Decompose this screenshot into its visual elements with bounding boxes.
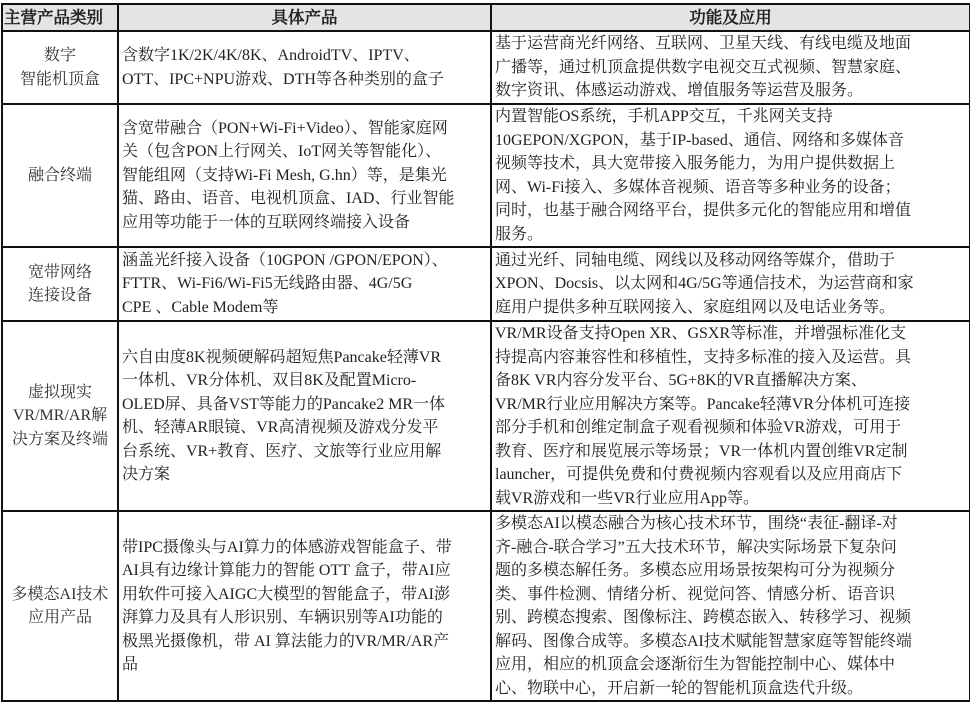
cell-text-line: 湃算力及具有人形识别、车辆识别等AI功能的 xyxy=(122,609,443,626)
cell-text-line: VR/MR/AR解 xyxy=(12,407,108,425)
cell-text-line: 别、跨模态搜索、图像标注、跨模态嵌入、转移学习、视频 xyxy=(495,609,912,626)
cell-text-line: 台系统、VR+教育、医疗、文旅等行业应用解 xyxy=(122,442,442,460)
cell-text-line: launcher，可提供免费和付费视频内容观看以及应用商店下 xyxy=(495,466,903,483)
cell-text-line: 六自由度8K视频硬解码超短焦Pancake轻薄VR xyxy=(122,348,442,366)
cell-text-line: 心、物联中心，开启新一轮的智能机顶盒迭代升级。 xyxy=(495,679,864,697)
product-category-table xyxy=(1,3,970,702)
cell-text-line: 决方案及终端 xyxy=(11,430,108,448)
cell-text-line: 服务。 xyxy=(495,225,544,243)
cell-text-line: 涵盖光纤接入设备（10GPON /GPON/EPON）、 xyxy=(122,251,448,269)
cell-text-line: 用软件可接入AIGC大模型的智能盒子，带AI澎 xyxy=(122,585,450,603)
cell-text-line: 10GEPON/XGPON，基于IP-based、通信、网络和多媒体音 xyxy=(495,131,904,149)
cell-text-line: XPON、Docsis、以太网和4G/5G等通信技术，为运营商和家 xyxy=(495,275,914,293)
cell-text-line: 数字资讯、体感运动游戏、增值服务等运营及服务。 xyxy=(495,82,864,100)
cell-text-line: 含数字1K/2K/4K/8K、AndroidTV、IPTV、 xyxy=(122,47,420,64)
functions-cell xyxy=(491,511,970,701)
functions-cell xyxy=(491,104,970,247)
table-body xyxy=(2,31,970,701)
cell-text-line: 机、轻薄AR眼镜、VR高清视频及游戏分发平 xyxy=(122,419,439,436)
functions-cell xyxy=(491,247,970,321)
cell-text-line: 虚拟现实 xyxy=(27,383,92,401)
table-row xyxy=(2,247,970,321)
cell-text-line: 视频等技术，具大宽带接入服务能力，为用户提供数据上 xyxy=(495,155,896,172)
cell-text-line: 教育、医疗和展览展示等场景；VR一体机内置创维VR定制 xyxy=(495,442,908,460)
table-row xyxy=(2,511,970,701)
cell-text-line: 庭用户提供多种互联网接入、家庭组网以及电话业务等。 xyxy=(495,298,896,316)
cell-text-line: 同时，也基于融合网络平台，提供多元化的智能应用和增值 xyxy=(495,202,912,219)
cell-text-line: 极黑光摄像机，带 AI 算法能力的VR/MR/AR产 xyxy=(122,632,450,650)
functions-cell xyxy=(491,31,970,104)
products-cell xyxy=(118,247,491,321)
cell-text-line: 齐-融合-联合学习”五大技术环节，解决实际场景下复杂问 xyxy=(495,538,897,556)
products-cell xyxy=(118,321,491,511)
cell-text-line: 持提高内容兼容性和移植性，支持多标准的接入及运营。具 xyxy=(495,348,912,366)
category-cell xyxy=(2,511,118,701)
cell-text-line: 解码、图像合成等。多模态AI技术赋能智慧家庭等智能终端 xyxy=(495,632,912,650)
cell-text-line: 应用产品 xyxy=(27,609,92,626)
cell-text-line: 通过光纤、同轴电缆、网线以及移动网络等媒介，借助于 xyxy=(495,251,896,269)
table-row xyxy=(2,104,970,247)
cell-text-line: AI具有边缘计算能力的智能 OTT 盒子，带AI应 xyxy=(122,562,451,579)
cell-text-line: 备8K VR内容分发平台、5G+8K的VR直播解决方案、 xyxy=(495,372,867,389)
products-cell xyxy=(118,104,491,247)
header-category: 主营产品类别 xyxy=(2,4,118,31)
cell-text-line: 载VR游戏和一些VR行业应用App等。 xyxy=(495,489,760,507)
header-functions: 功能及应用 xyxy=(491,4,970,31)
category-cell xyxy=(2,31,118,104)
cell-text-line: 宽带网络 xyxy=(27,263,92,281)
table-row xyxy=(2,31,970,104)
functions-cell xyxy=(491,321,970,511)
cell-text-line: 广播等，通过机顶盒提供数字电视交互式视频、智慧家庭、 xyxy=(495,58,912,76)
cell-text-line: 猫、路由、语音、电视机顶盒、IAD、行业智能 xyxy=(122,190,455,208)
cell-text-line: FTTR、Wi-Fi6/Wi-Fi5无线路由器、4G/5G xyxy=(122,275,413,293)
cell-text-line: 应用等功能于一体的互联网终端接入设备 xyxy=(122,213,411,231)
cell-text-line: 含宽带融合（PON+Wi-Fi+Video）、智能家庭网 xyxy=(122,119,448,137)
category-cell xyxy=(2,104,118,247)
cell-text-line: 内置智能OS系统，手机APP交互，千兆网关支持 xyxy=(495,108,833,125)
cell-text-line: 带IPC摄像头与AI算力的体感游戏智能盒子、带 xyxy=(122,538,452,556)
cell-text-line: 决方案 xyxy=(122,466,171,483)
cell-text-line: VR/MR行业应用解决方案等。Pancake轻薄VR分体机可连接 xyxy=(495,395,911,413)
cell-text-line: 题的多模态解任务。多模态应用场景按架构可分为视频分 xyxy=(495,562,896,579)
cell-text-line: OTT、IPC+NPU游戏、DTH等各种类别的盒子 xyxy=(122,70,444,88)
table-row xyxy=(2,321,970,511)
cell-text-line: 多模态AI技术 xyxy=(11,585,109,603)
cell-text-line: 应用，相应的机顶盒会逐渐衍生为智能控制中心、媒体中 xyxy=(495,656,896,673)
cell-text-line: 智能组网（支持Wi-Fi Mesh, G.hn）等，是集光 xyxy=(122,166,447,184)
table-header-row xyxy=(2,4,970,31)
cell-text-line: 融合终端 xyxy=(27,166,92,184)
category-cell xyxy=(2,247,118,321)
cell-text-line: 类、事件检测、情绪分析、视觉问答、情感分析、语音识 xyxy=(495,585,896,603)
products-cell xyxy=(118,511,491,701)
cell-text-line: 部分手机和创维定制盒子观看视频和体验VR游戏，可用于 xyxy=(495,419,902,436)
cell-text-line: CPE 、Cable Modem等 xyxy=(122,298,279,316)
cell-text-line: 网、Wi-Fi接入、多媒体音视频、语音等多种业务的设备； xyxy=(495,178,901,196)
cell-text-line: 一体机、VR分体机、双目8K及配置Micro- xyxy=(122,372,417,389)
products-cell xyxy=(118,31,491,104)
cell-text-line: 品 xyxy=(122,656,139,673)
cell-text-line: 智能机顶盒 xyxy=(19,70,100,88)
cell-text-line: 多模态AI以模态融合为核心技术环节，围绕“表征-翻译-对 xyxy=(495,515,898,532)
cell-text-line: OLED屏、具备VST等能力的Pancake2 MR一体 xyxy=(122,395,446,413)
cell-text-line: 连接设备 xyxy=(27,287,92,304)
cell-text-line: 关（包含PON上行网关、IoT网关等智能化）、 xyxy=(122,143,442,161)
category-cell xyxy=(2,321,118,511)
header-products: 具体产品 xyxy=(118,4,491,31)
cell-text-line: VR/MR设备支持Open XR、GSXR等标准，并增强标准化支 xyxy=(495,325,907,342)
cell-text-line: 基于运营商光纤网络、互联网、卫星天线、有线电缆及地面 xyxy=(495,35,912,53)
cell-text-line: 数字 xyxy=(43,47,76,64)
